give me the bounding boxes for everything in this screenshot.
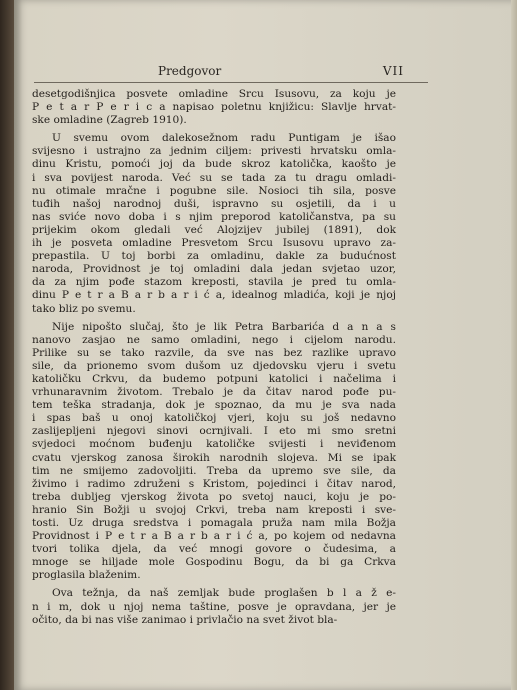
text-line: tako bliz po svemu.: [32, 302, 136, 315]
text-line: da za njim pođe stazom kreposti, stavila je pred tu omla-: [32, 276, 396, 289]
text-line: hranio Sin Božji u svojoj Crkvi, treba nam kreposti i sve-: [32, 503, 396, 516]
text-line: proglasila blaženim.: [32, 569, 141, 582]
text-line: Nije nipošto slučaj, što je lik Petra Barbarića d a n a s: [52, 320, 396, 333]
text-line: Providnost i P e t r a B a r b a r i ć a, po kojem od nedavna: [32, 530, 396, 543]
text-line: tuđih našoj narodnoj duši, ispravno su osjetili, da i u: [32, 197, 396, 210]
text-line: P e t a r P e r i c a napisao poletnu knjižicu: Slavlje hrvat-: [32, 101, 396, 114]
text-line: sile, da prionemo svom dušom uz djedovsku vjeru i svetu: [32, 359, 396, 372]
page-number: VII: [382, 64, 404, 78]
text-line: prijekim okom gledali već Alojzijev jubilej (1891), dok: [32, 223, 396, 236]
paragraph: [32, 321, 396, 583]
text-line: tim ne smijemo zadovoljiti. Treba da upremo sve sile, da: [32, 464, 396, 477]
text-line: naroda, Providnost je toj omladini dala jedan svjetao uzor,: [32, 263, 396, 276]
text-line: tosti. Uz druga sredstva i pomagala pruža nam mila Božja: [32, 517, 396, 529]
text-line: nas sviće novo doba i s njim preporod katoličanstva, pa su: [32, 210, 396, 223]
text-line: i sva povijest naroda. Već su se tada za tu dragu omladi-: [32, 171, 396, 184]
text-line: mnoge se hiljade mole Gospodinu Bogu, da bi ga Crkva: [32, 556, 396, 569]
header-rule: [34, 82, 428, 83]
text-line: nu otimale mračne i pogubne sile. Nosioci tih sila, posve: [32, 184, 396, 197]
text-line: prepastila. U toj borbi za omladinu, dakle za budućnost: [32, 250, 396, 263]
page-header: [158, 64, 404, 78]
text-line: Ova težnja, da naš zemljak bude proglašen b l a ž e-: [52, 587, 396, 600]
text-line: živimo i radimo združeni s Kristom, pojedinci i čitav narod,: [32, 477, 396, 490]
text-line: vrhunaravnim životom. Trebalo je da čitav narod pođe pu-: [32, 386, 396, 399]
text-line: ih je posveta omladine Presvetom Srcu Isusovu upravo za-: [32, 237, 396, 250]
text-line: svjedoci moćnom buđenju katoličke svijesti i neviđenom: [32, 438, 396, 451]
text-line: nanovo zasjao ne samo omladini, nego i cijelom narodu.: [32, 333, 396, 346]
text-line: dinu Kristu, pomoći joj da bude skroz katolička, kaošto je: [32, 158, 396, 171]
text-line: n i m, dok u njoj nema taštine, posve je opravdana, jer je: [32, 600, 396, 613]
text-line: Prilike su se tako razvile, da sve nas bez razlike upravo: [32, 346, 396, 359]
page-edge: [511, 0, 517, 690]
body-text: [32, 88, 396, 627]
text-line: i spas baš u onoj katoličkoj vjeri, koju su još nedavno: [32, 412, 396, 425]
text-line: cvatu vjerskog zanosa širokih narodnih slojeva. Mi se ipak: [32, 451, 396, 464]
book-gutter-shadow: [0, 0, 14, 690]
text-line: katoličku Crkvu, da budemo potpuni katolici i načelima i: [32, 372, 396, 385]
text-line: dinu P e t r a B a r b a r i ć a, idealnog mladića, koji je njoj: [32, 289, 396, 302]
text-line: svijesno i ustrajno za jednim ciljem: privesti hrvatsku omla-: [32, 145, 396, 158]
text-line: tem teška stradanja, dok je spoznao, da mu je sva nada: [32, 399, 396, 412]
text-line: zaslijepljeni njegovi sinovi ocrnjivali. I eto mi smo sretni: [32, 425, 396, 438]
text-line: očito, da bi nas više zanimao i privlačio na svet život bla-: [32, 613, 338, 626]
text-line: desetgodišnjica posvete omladine Srcu Isusovu, za koju je: [32, 88, 396, 100]
paragraph: [32, 88, 396, 127]
text-line: treba dubljeg vjerskog života po svetoj nauci, koju je po-: [32, 490, 396, 503]
paragraph: [32, 587, 396, 626]
text-line: U svemu ovom dalekosežnom radu Puntigam je išao: [52, 132, 396, 145]
text-line: tvori tolika djela, da već mnogi govore o čudesima, a: [32, 543, 396, 556]
running-title: Predgovor: [158, 64, 222, 78]
paragraph: [32, 132, 396, 315]
text-line: ske omladine (Zagreb 1910).: [32, 114, 187, 127]
